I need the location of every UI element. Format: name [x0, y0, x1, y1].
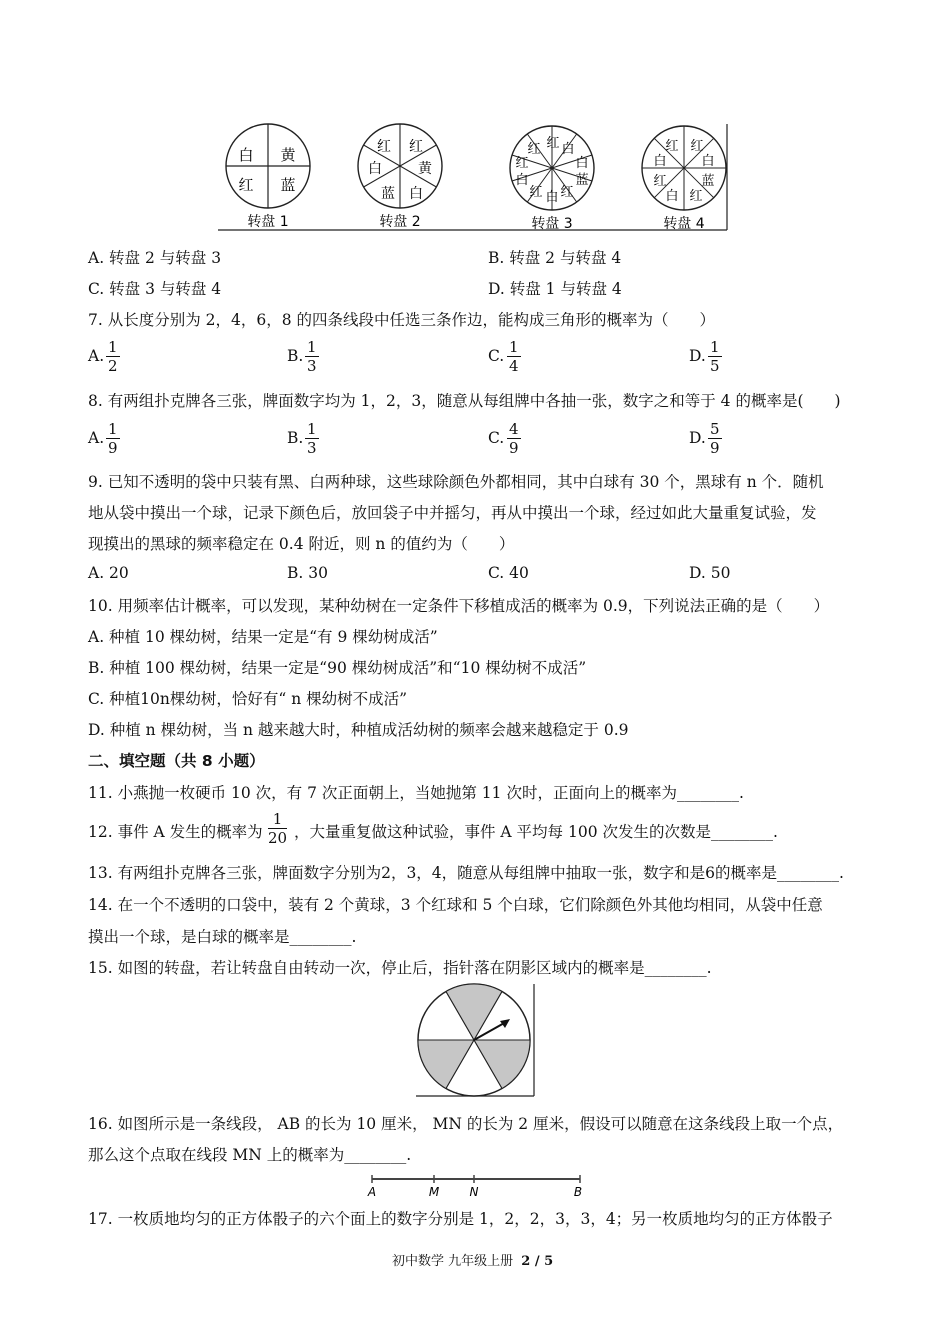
q9-line-1: 9. 已知不透明的袋中只装有黑、白两种球，这些球除颜色外都相同，其中白球有 30 个，黑球有 n 个．随机 [88, 473, 824, 491]
q11: 11. 小燕抛一枚硬币 10 次，有 7 次正面朝上，当她抛第 11 次时，正面向上的概率为________. [88, 784, 744, 802]
spinner-2-sector: 蓝 [381, 186, 395, 202]
spinner-3-caption: 转盘 3 [531, 216, 573, 232]
q12-before: 12. 事件 A 发生的概率为 [88, 823, 263, 841]
q16-line-1: 16. 如图所示是一条线段， AB 的长为 10 厘米， MN 的长为 2 厘米，假设可以随意在这条线段上取一个点， [88, 1115, 844, 1133]
q9-option-b: B. 30 [287, 564, 328, 582]
spinner-4 [642, 126, 726, 232]
q8-option-a-label: A. [88, 429, 105, 447]
q12-after: ，大量重复做这种试验，事件 A 平均每 100 次发生的次数是________. [294, 823, 778, 841]
q6-option-c: C. 转盘 3 与转盘 4 [88, 280, 222, 298]
spinner-3-sector: 白 [561, 142, 575, 157]
spinner-4-sector: 红 [665, 139, 679, 154]
q7-option-c-label: C. [488, 347, 505, 365]
spinner-4-sector: 白 [701, 154, 715, 169]
q10-stem: 10. 用频率估计概率，可以发现，某种幼树在一定条件下移植成活的概率为 0.9，下列说法正确的是（ ） [88, 597, 830, 615]
spinner-1-caption: 转盘 1 [247, 214, 289, 230]
spinner-2-sector: 红 [377, 139, 391, 155]
point-n-label: N [469, 1185, 479, 1198]
q7-option-c-fraction: 1 4 [509, 338, 519, 375]
q10-option-b: B. 种植 100 棵幼树，结果一定是“90 棵幼树成活”和“10 棵幼树不成活” [88, 659, 587, 677]
q8-option-c-fraction: 4 9 [509, 420, 519, 457]
q8-stem: 8. 有两组扑克牌各三张，牌面数字均为 1，2，3，随意从每组牌中各抽一张，数字之和等于 4 的概率是( ) [88, 392, 841, 410]
footer-text: 初中数学 九年级上册 [392, 1254, 514, 1269]
q16-segment-figure [364, 1170, 590, 1198]
q9-line-2: 地从袋中摸出一个球，记录下颜色后，放回袋子中并摇匀，再从中摸出一个球，经过如此大量重复试验，发 [88, 504, 817, 522]
q8-option-d-label: D. [689, 429, 706, 447]
q7-option-d-label: D. [689, 347, 706, 365]
page-footer [392, 1250, 553, 1269]
q17: 17. 一枚质地均匀的正方体骰子的六个面上的数字分别是 1，2，2，3，3，4；另一枚质地均匀的正方体骰子 [88, 1210, 833, 1228]
point-a-label: A [367, 1185, 377, 1198]
q15-spinner-figure [410, 982, 546, 1100]
q9-line-3: 现摸出的黑球的频率稳定在 0.4 附近，则 n 的值约为（ ） [88, 535, 515, 553]
spinner-4-sector: 红 [689, 189, 703, 204]
q7-option-d-fraction: 1 5 [710, 338, 720, 375]
spinner-3 [510, 126, 594, 232]
spinner-figure [210, 120, 735, 232]
q8-option-c-label: C. [488, 429, 505, 447]
q7-option-a-fraction: 1 2 [108, 338, 118, 375]
q6-option-d: D. 转盘 1 与转盘 4 [488, 280, 622, 298]
spinner-3-sector: 红 [527, 142, 541, 157]
spinner-4-sector: 红 [690, 139, 704, 154]
q7-option-b-fraction: 1 3 [307, 338, 317, 375]
q7-option-a-label: A. [88, 347, 105, 365]
spinner-3-sector: 白 [545, 190, 559, 205]
spinner-4-caption: 转盘 4 [663, 216, 705, 232]
spinner-1 [226, 124, 310, 230]
spinner-1-sector: 白 [238, 146, 254, 164]
q8-option-b-label: B. [287, 429, 304, 447]
q9-option-d: D. 50 [689, 564, 731, 582]
footer-page-number: 2 / 5 [521, 1254, 554, 1269]
spinner-2-sector: 黄 [418, 161, 432, 177]
q9-option-a: A. 20 [88, 564, 129, 582]
point-b-label: B [573, 1185, 583, 1198]
spinner-1-sector: 红 [238, 176, 254, 194]
spinner-3-sector: 蓝 [575, 173, 589, 188]
spinner-2-sector: 白 [368, 161, 382, 177]
spinner-3-sector: 红 [515, 156, 529, 171]
q10-option-d: D. 种植 n 棵幼树，当 n 越来越大时，种植成活幼树的频率会越来越稳定于 0.9 [88, 721, 629, 739]
q12-fraction: 1 20 [268, 810, 288, 847]
point-m-label: M [428, 1185, 440, 1198]
q15: 15. 如图的转盘，若让转盘自由转动一次，停止后，指针落在阴影区域内的概率是________. [88, 959, 712, 977]
spinner-3-sector: 红 [529, 185, 543, 200]
q8-option-d-fraction: 5 9 [710, 420, 720, 457]
spinner-4-sector: 白 [653, 154, 667, 169]
q6-option-b: B. 转盘 2 与转盘 4 [488, 249, 622, 267]
spinner-3-sector: 白 [575, 156, 589, 171]
spinner-2 [358, 124, 442, 230]
q8-option-a-fraction: 1 9 [108, 420, 118, 457]
q10-option-a: A. 种植 10 棵幼树，结果一定是“有 9 棵幼树成活” [88, 628, 438, 646]
spinner-3-sector: 白 [515, 173, 529, 188]
q14-line-2: 摸出一个球，是白球的概率是________. [88, 928, 357, 946]
spinner-2-caption: 转盘 2 [379, 214, 421, 230]
spinner-1-sector: 黄 [280, 146, 296, 164]
q6-option-a: A. 转盘 2 与转盘 3 [88, 249, 222, 267]
q13: 13. 有两组扑克牌各三张，牌面数字分别为2，3，4，随意从每组牌中抽取一张，数字和是6的概率是________. [88, 864, 844, 882]
section-2-title: 二、填空题（共 8 小题） [88, 752, 265, 770]
q7-stem: 7. 从长度分别为 2，4，6，8 的四条线段中任选三条作边，能构成三角形的概率为（ ） [88, 311, 716, 329]
spinner-4-sector: 红 [653, 174, 667, 189]
spinner-4-sector: 白 [665, 189, 679, 204]
spinner-2-sector: 红 [409, 139, 423, 155]
q14-line-1: 14. 在一个不透明的口袋中，装有 2 个黄球，3 个红球和 5 个白球，它们除颜色外其他均相同，从袋中任意 [88, 896, 823, 914]
spinner-4-sector: 蓝 [701, 174, 715, 189]
spinner-3-sector: 红 [546, 136, 560, 151]
spinner-3-sector: 红 [560, 185, 574, 200]
spinner-2-sector: 白 [409, 186, 423, 202]
q8-option-b-fraction: 1 3 [307, 420, 317, 457]
q16-line-2: 那么这个点取在线段 MN 上的概率为________. [88, 1146, 412, 1164]
spinner-1-sector: 蓝 [280, 176, 296, 194]
q10-option-c: C. 种植10n棵幼树，恰好有“ n 棵幼树不成活” [88, 690, 408, 708]
q9-option-c: C. 40 [488, 564, 529, 582]
q7-option-b-label: B. [287, 347, 304, 365]
